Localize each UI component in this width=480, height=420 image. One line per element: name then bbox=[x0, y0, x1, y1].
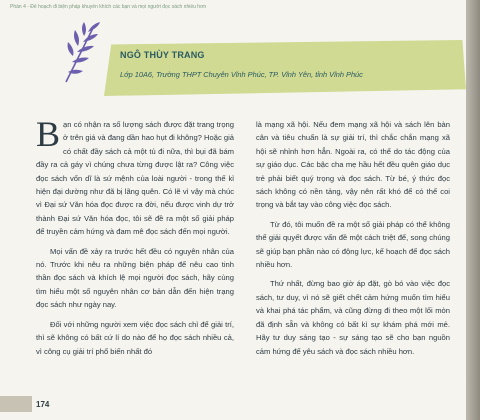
paragraph: Từ đó, tôi muốn đề ra một số giải pháp có thể không thể giải quyết được vấn đề một cách triệt để, song chúng sẽ giúp bạn phần nào có động lực, kế hoạch để đọc sách nhiều hơn. bbox=[256, 219, 450, 270]
paragraph: Đối với những người xem việc đọc sách chỉ để giải trí, thì sẽ không có bất cứ lí do nào để họ đọc sách nhiều cả, vì công cụ giải trí phổ biến nhất đó bbox=[36, 319, 234, 356]
paragraph: Thứ nhất, đừng bao giờ áp đặt, gò bó vào việc đọc sách, tư duy, vì nó sẽ giết chết cảm hứng muốn tìm hiểu và khai phá tác phẩm, và cũng đừng đi theo một lối mòn đã định sẵn và không có bất kì sự khám phá mới mẻ. Hãy tư duy sáng tạo - sự sáng tạo sẽ cho bạn nguồn cảm hứng để yêu sách và đọc sách nhiều hơn. bbox=[256, 279, 450, 356]
text-column-right bbox=[256, 118, 450, 358]
page-number-tab bbox=[0, 396, 32, 412]
text-column-left bbox=[36, 114, 234, 358]
paragraph: là mạng xã hội. Nếu đem mạng xã hội và sách lên bàn cân và tiêu chuẩn là sự giải trí, thì chắc chắn mạng xã hội sẽ nhỉnh hơn hẳn. Ngoài ra, có thể do tác động của sự giáo dục. Các bậc cha mẹ hầu hết đều quên giáo dục trẻ phải biết quý trọng và đọc sách. Từ bé, ý thức đọc sách không có nền tảng, vậy nên rất khó để có thể coi trọng và bắt tay vào công việc đọc sách. bbox=[256, 120, 450, 210]
running-head: Phần 4 - Đề hoạch đi biện pháp khuyến khích các bạn và mọi người đọc sách nhiều hơn bbox=[10, 4, 207, 10]
paragraph-text: ạn có nhận ra số lượng sách được đặt trang trọng ở trên giá và đang dần hao hụt đi không? Hoặc giả có chất đầy sách cả một tủ đi nữa, thì bụi đã bám đầy ra cả gáy vì chúng chưa từng được lật ra? Công việc đọc sách vốn dĩ là sứ mệnh của loài người - trong thế kỉ hiện đại dường như đã bị lãng quên. Có lẽ vì vậy mà chúc vì Đại sứ Văn hóa đọc được ra đời, nếu được vinh dự trở thành Đại sứ Văn hóa đọc, tôi sẽ đề ra một số giải pháp để truyền cảm hứng và đam mê đọc sách đến mọi người. bbox=[36, 120, 234, 237]
page-number: 174 bbox=[36, 400, 50, 409]
drop-cap: B bbox=[36, 114, 61, 154]
author-banner bbox=[104, 40, 466, 96]
author-name: NGÔ THÙY TRANG bbox=[120, 50, 205, 60]
paragraph bbox=[36, 114, 234, 239]
tape-background bbox=[104, 40, 466, 96]
author-school: Lớp 10A6, Trường THPT Chuyên Vĩnh Phúc, TP. Vĩnh Yên, tỉnh Vĩnh Phúc bbox=[120, 70, 363, 79]
paragraph: Mọi vấn đề xảy ra trước hết đều có nguyên nhân của nó. Trước khi nêu ra những biện pháp để nêu cao tinh thần đọc sách và khích lệ mọi người đọc sách, hãy cùng tìm hiểu một số nguyên nhân cơ bản dẫn đến hiện trạng đọc sách như ngày nay. bbox=[36, 246, 234, 310]
leaf-branch-icon bbox=[58, 22, 102, 84]
book-spine bbox=[466, 0, 480, 420]
